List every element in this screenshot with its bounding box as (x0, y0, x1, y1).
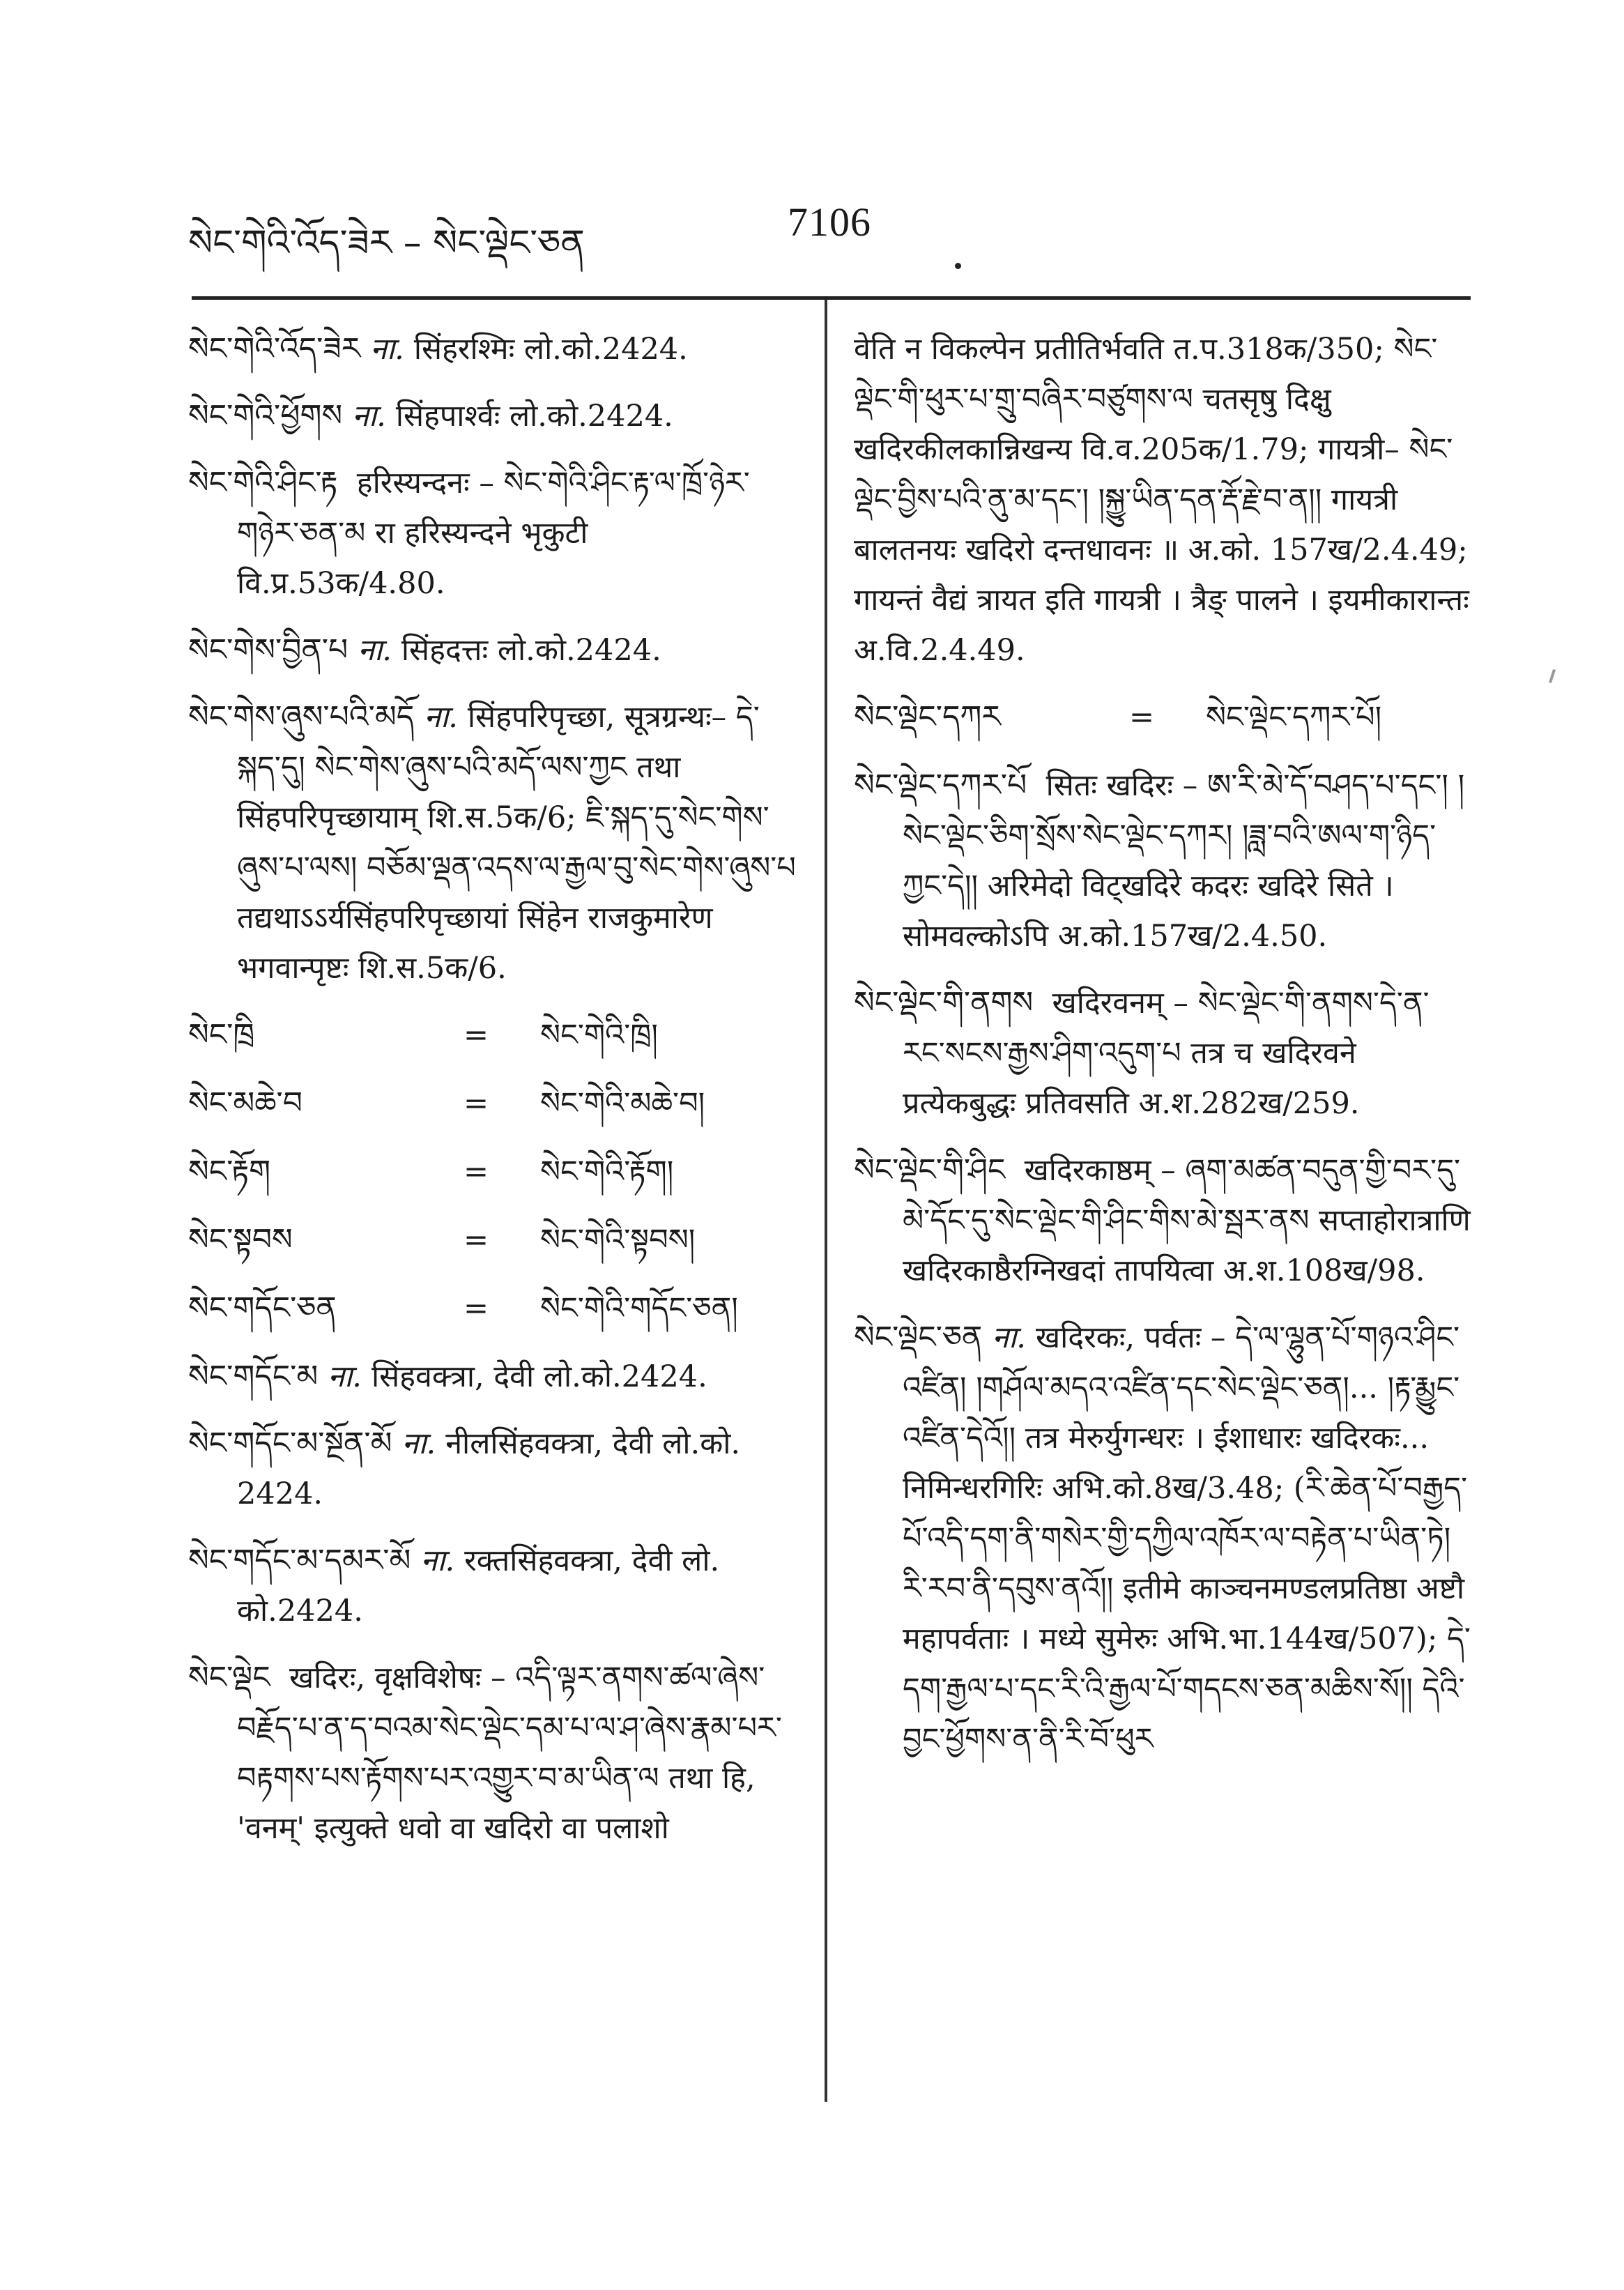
equals-sign: = (464, 1223, 489, 1258)
equals-sign: = (1129, 700, 1155, 735)
gram-abbr: ना. (424, 700, 458, 735)
dictionary-entry (854, 978, 1471, 1129)
headword: སེང་གདོང་ཅན (188, 1290, 337, 1326)
headword: སེང་གེའི་འོད་ཟེར (188, 331, 361, 367)
dictionary-entry (188, 1352, 802, 1402)
dictionary-entry (188, 1419, 802, 1519)
headword: སེང་མཆེ་བ (188, 1085, 302, 1121)
dictionary-entry (188, 692, 802, 993)
headword: སེང་ལྡེང་གི་ནགས (854, 985, 1034, 1021)
entry-body: हरिस्यन्दनः – སེང་གེའི་ཤིང་རྟ་ལ་ཁྲོ་ཉེར་གཉེར་ཅན་མ रा हरिस्यन्दने भृकुटी वि.प्र.53क/4.80. (237, 466, 750, 601)
dictionary-entry (188, 1536, 802, 1636)
headword: སེང་གེས་བྱིན་པ (188, 632, 348, 668)
page-number: 7106 (788, 199, 871, 245)
entry-body: वेति न विकल्पेन प्रतीतिर्भवति त.प.318क/350; སེང་ལྡེང་གི་ཕུར་པ་གྲུ་བཞིར་བཙུགས་ལ चतसृषु दिक्षु खदिरकीलकान्निखन्य वि.व.205क/1.79; गायत्री– སེང་ལྡེང་བྱིས་པའི་ནུ་མ་དང་། །སྐྱུ་ཡིན་དན་རྡོ་རྗེ་བ་ན།། गायत्री बालतनयः खदिरो दन्तधावनः ॥ अ.को. 157ख/2.4.49; गायन्तं वैद्यं त्रायत इति गायत्री । त्रैङ् पालने । इयमीकारान्तः अ.वि.2.4.49. (854, 332, 1469, 668)
entry-body: सितः खदिरः – ཨ་རི་མེ་དོ་བཤད་པ་དང་། །སེང་ལྡེང་ཅིག་སྲོས་སེང་ལྡེང་དཀར། །ཟླ་བའི་ཨལ་ག་ཉིད་ཀྱང་དེ།། अरिमेदो विट्खदिरे कदरः खदिरे सिते । सोमवल्कोऽपि अ.को.157ख/2.4.50. (903, 768, 1465, 954)
headword: སེང་གདོང་མ་སྔོན་མོ (188, 1426, 392, 1461)
dictionary-entry (854, 1313, 1471, 1764)
entry-body: सिंहदत्तः लो.को.2424. (401, 633, 661, 668)
entry-body: सिंहपरिपृच्छा, सूत्रग्रन्थः– དེ་སྐད་དུ། སེང་གེས་ཞུས་པའི་མདོ་ལས་ཀྱང तथा सिंहपरिपृच्छायाम् शि.स.5क/6; ཇི་སྐད་དུ་སེང་གེས་ཞུས་པ་ལས། བཅོམ་ལྡན་འདས་ལ་རྒྱལ་བུ་སེང་གེས་ཞུས་པ तद्यथाऽऽर्यसिंहपरिपृच्छायां सिंहेन राजकुमारेण भगवान्पृष्टः शि.स.5क/6. (237, 700, 796, 986)
entry-body: सिंहवक्त्रा, देवी लो.को.2424. (371, 1359, 707, 1394)
left-column (188, 324, 802, 1870)
cross-reference (188, 1010, 802, 1060)
xref-target: སེང་གེའི་གདོང་ཅན། (540, 1291, 738, 1326)
cross-reference (854, 692, 1471, 742)
top-rule (192, 296, 1471, 300)
equals-sign: = (464, 1018, 489, 1053)
headword: སེང་གདོང་མ་དམར་མོ (188, 1543, 411, 1578)
margin-mark (1549, 669, 1556, 683)
headword: སེང་རྟོག (188, 1154, 271, 1189)
cross-reference (188, 1215, 802, 1265)
gram-abbr: ना. (358, 633, 392, 668)
headword: སེང་ལྡེང་ཅན (854, 1320, 983, 1355)
running-head: སེང་གེའི་འོད་ཟེར – སེང་ལྡེང་ཅན (188, 222, 585, 264)
cross-reference (188, 1147, 802, 1197)
headword: སེང་སྟབས (188, 1222, 293, 1258)
xref-target: སེང་གེའི་རྟོག། (540, 1154, 674, 1189)
xref-target: སེང་གེའི་སྟབས། (540, 1223, 696, 1258)
entry-continuation (854, 324, 1471, 675)
dictionary-entry (188, 391, 802, 441)
running-header (188, 199, 1471, 264)
dictionary-entry (188, 324, 802, 374)
cross-reference (188, 1283, 802, 1334)
entry-body: सिंहपार्श्वः लो.को.2424. (395, 399, 673, 434)
entry-body: खदिरकाष्ठम् – ཞག་མཚན་བདུན་གྱི་བར་དུ་མེ་དོང་དུ་སེང་ལྡེང་གི་ཤིང་གིས་མེ་སྦར་ནས सप्ताहोरात्राणि खदिरकाष्ठैरग्निखदां तापयित्वा अ.श.108ख/98. (903, 1153, 1471, 1288)
entry-body: सिंहरश्मिः लो.को.2424. (413, 332, 688, 367)
equals-sign: = (464, 1086, 489, 1121)
headword: སེང་ལྡེང་གི་ཤིང (854, 1152, 1006, 1188)
headword: སེང་ལྡེང་དཀར (854, 699, 1001, 735)
headword: སེང་ཁྲི (188, 1017, 255, 1053)
headword: སེང་ལྡེང (188, 1660, 270, 1695)
xref-target: སེང་ལྡེང་དཀར་པོ། (1206, 700, 1382, 735)
headword: སེང་གདོང་མ (188, 1359, 319, 1394)
headword: སེང་གེའི་ཕྱོགས (188, 398, 343, 434)
dictionary-entry (188, 625, 802, 675)
entry-body: खदिरकः, पर्वतः – དེ་ལ་ལྷུན་པོ་གཉའ་ཤིང་འཛིན། །གཤོལ་མདའ་འཛིན་དང་སེང་ལྡེང་ཅན།... །རྟ་རྨྱུང་འཛིན་དེའོ།། तत्र मेरुर्युगन्धरः । ईशाधारः खदिरकः... निमिन्धरगिरिः अभि.को.8ख/3.48; (རི་ཆེན་པོ་བརྒྱད་པོ་འདི་དག་ནི་གསེར་གྱི་དཀྱིལ་འཁོར་ལ་བརྟེན་པ་ཡིན་ཏེ། རི་རབ་ནི་དབུས་ནའོ།། इतीमे काञ्चनमण्डलप्रतिष्ठा अष्टौ महापर्वताः । मध्ये सुमेरुः अभि.भा.144ख/507); དེ་དག་རྒྱལ་པ་དང་རི་འི་རྒྱལ་པོ་གདངས་ཅན་མཆིས་སོ།། དེའི་བྱང་ཕྱོགས་ན་ནི་རི་བོ་ཕུར (903, 1320, 1471, 1757)
entry-body: नीलसिंहवक्त्रा, देवी लो.को. 2424. (237, 1426, 741, 1511)
gram-abbr: ना. (352, 399, 386, 434)
xref-target: སེང་གེའི་ཁྲི། (540, 1018, 658, 1053)
header-dot (955, 263, 961, 269)
entry-body: रक्तसिंहवक्त्रा, देवी लो. को.2424. (237, 1543, 720, 1628)
dictionary-entry (854, 761, 1471, 961)
gram-abbr: ना. (420, 1543, 455, 1578)
entry-body: खदिरः, वृक्षविशेषः – འདི་ལྟར་ནགས་ཚལ་ཞེས་བརྗོད་པ་ན་ད་བའམ་སེང་ལྡེང་དམ་པ་ལ་ཤ་ཞེས་རྣམ་པར་བརྟགས་པས་རྟོགས་པར་འགྱུར་བ་མ་ཡིན་ལ तथा हि, 'वनम्' इत्युक्ते धवो वा खदिरो वा पलाशो (237, 1661, 782, 1846)
right-column (854, 324, 1471, 1781)
column-divider (825, 300, 827, 2102)
gram-abbr: ना. (401, 1426, 436, 1461)
dictionary-entry (854, 1145, 1471, 1296)
dictionary-entry (188, 1653, 802, 1854)
gram-abbr: ना. (328, 1359, 362, 1394)
dictionary-entry (188, 458, 802, 609)
entry-body: खदिरवनम् – སེང་ལྡེང་གི་ནགས་དེ་ན་རང་སངས་རྒྱས་ཤིག་འདུག་པ तत्र च खदिरवने प्रत्येकबुद्धः प्रतिवसति अ.श.282ख/259. (903, 986, 1430, 1121)
xref-target: སེང་གེའི་མཆེ་བ། (540, 1086, 705, 1121)
headword: སེང་ལྡེང་དཀར་པོ (854, 768, 1027, 803)
headword: སེང་གེས་ཞུས་པའི་མདོ (188, 699, 415, 735)
gram-abbr: ना. (370, 332, 404, 367)
cross-reference (188, 1078, 802, 1129)
equals-sign: = (464, 1154, 489, 1189)
equals-sign: = (464, 1291, 489, 1326)
headword: སེང་གེའི་ཤིང་རྟ (188, 465, 338, 501)
gram-abbr: ना. (992, 1320, 1026, 1355)
